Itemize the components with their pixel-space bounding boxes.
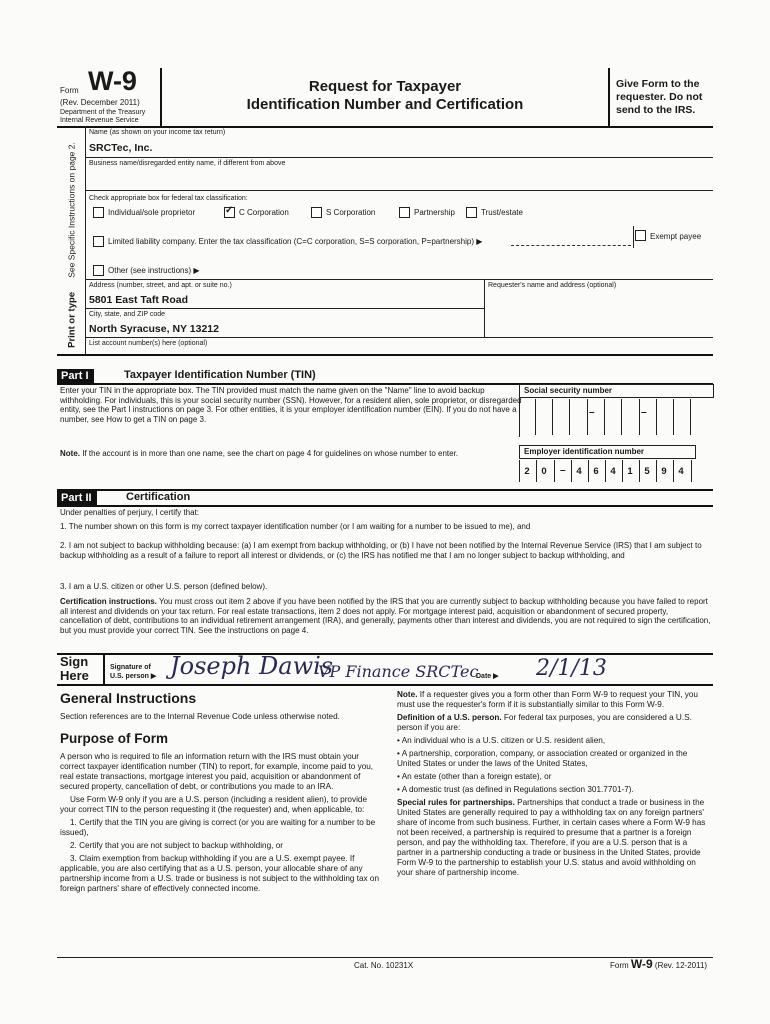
revision-date: (Rev. December 2011) (60, 98, 140, 107)
note-bold: Note. (60, 449, 80, 458)
special-rules (397, 798, 711, 878)
purpose-p2: Use Form W-9 only if you are a U.S. person (including a resident alien), to provide your correct TIN to the person requesting it (the requester) and, when applicable, to: (60, 795, 368, 814)
partnership-label: Partnership (414, 208, 455, 217)
cat-number: Cat. No. 10231X (354, 961, 414, 970)
rule (484, 279, 485, 337)
exempt-payee-label: Exempt payee (650, 232, 702, 241)
s-corporation-checkbox[interactable] (311, 207, 322, 218)
partnership-checkbox[interactable] (399, 207, 410, 218)
purpose-p3: 1. Certify that the TIN you are giving is correct (or you are waiting for a number to be issued), (60, 818, 376, 837)
print-or-type-label: Print or type (66, 291, 78, 348)
business-name-label: Business name/disregarded entity name, if different from above (89, 160, 286, 167)
ssn-digit-box (656, 399, 674, 435)
rule (57, 957, 713, 958)
definition-bold: Definition of a U.S. person. (397, 713, 502, 722)
bullet-1: • An individual who is a U.S. citizen or U.S. resident alien, (397, 736, 606, 745)
other-checkbox[interactable] (93, 265, 104, 276)
ein-digit: 2 (524, 466, 530, 477)
purpose-p1: A person who is required to file an information return with the IRS must obtain your correct taxpayer identification number (TIN) to report, for example, income paid to you, real estate transactions, mortgage interest you paid, acquisition or abandonment of secured property, cancellation of debt, or contributions you made to an IRA. (60, 752, 374, 791)
note-text: If the account is in more than one name, see the chart on page 4 for guidelines on whose number to enter. (80, 449, 459, 458)
ssn-digit-box (569, 399, 588, 435)
header-bottom-rule (57, 126, 713, 128)
handwritten-title: VP Finance SRCTec (318, 662, 479, 681)
sign-word: Sign (60, 654, 89, 669)
address-label: Address (number, street, and apt. or suite no.) (89, 282, 232, 289)
purpose-heading: Purpose of Form (60, 731, 169, 746)
ssn-dash: – (641, 407, 647, 418)
definition (397, 713, 711, 733)
s-corporation-label: S Corporation (326, 208, 376, 217)
department: Department of the Treasury (60, 109, 146, 116)
c-corporation-checkbox[interactable] (224, 207, 235, 218)
signature-label-1: Signature of (110, 664, 151, 671)
ssn-digit-box (690, 399, 708, 435)
ssn-digit-box (535, 399, 553, 435)
account-label: List account number(s) here (optional) (89, 340, 208, 347)
ein-digit: 9 (661, 466, 667, 477)
ein-digit: 6 (593, 466, 599, 477)
signature-field[interactable]: Joseph Dawis (170, 652, 334, 680)
llc-entry-line[interactable] (511, 245, 631, 246)
footer-form-label (610, 957, 708, 971)
name-field[interactable]: SRCTec, Inc. (89, 142, 153, 154)
right-note-bold: Note. (397, 690, 418, 699)
ein-digit: 1 (627, 466, 633, 477)
rule (57, 505, 713, 507)
bullet-3: • An estate (other than a foreign estate), or (397, 772, 552, 781)
requester-label: Requester's name and address (optional) (488, 282, 617, 289)
title-line2: Identification Number and Certification (246, 96, 524, 113)
special-rules-bold: Special rules for partnerships. (397, 798, 515, 807)
side-label-rule (85, 126, 86, 354)
part1-title: Taxpayer Identification Number (TIN) (124, 369, 316, 381)
purpose-p5: 3. Claim exemption from backup withholding if you are a U.S. exempt payee. If applicable, you are also certifying that as a U.S. person, your allocable share of any partnership income from a U.S. trade or business is not subject to the withholding tax on foreign partners' share of effectively connected income. (60, 854, 380, 893)
exempt-payee-checkbox[interactable] (635, 230, 646, 241)
ein-header (519, 445, 696, 459)
part1-instructions: Enter your TIN in the appropriate box. The TIN provided must match the name given on the "Name" line to avoid backup withholding. For individuals, this is your social security number (SSN). However, for a resident alien, sole proprietor, or disregarded entity, see the Part I instructions on page 3. For other entities, it is your employer identification number (EIN). If you do not have a number, see How to get a TIN on page 3. (60, 386, 522, 424)
gen-text: Section references are to the Internal Revenue Code unless otherwise noted. (60, 712, 340, 721)
ein-digit: 5 (644, 466, 650, 477)
name-label: Name (as shown on your income tax return) (89, 129, 226, 136)
bullet-2: • A partnership, corporation, company, or association created or organized in the United States or under the laws of the United States, (397, 749, 688, 768)
address-field[interactable]: 5801 East Taft Road (89, 294, 189, 306)
ssn-digit-box (621, 399, 640, 435)
ein-dash: – (560, 465, 566, 476)
individual-label: Individual/sole proprietor (108, 208, 196, 217)
footer-form-number: W-9 (630, 957, 653, 971)
footer-rev: (Rev. 12-2011) (654, 961, 708, 970)
date-label: Date ▶ (476, 673, 499, 680)
right-column (397, 690, 711, 881)
side-instructions-label (67, 142, 78, 348)
definition-text: For federal tax purposes, you are considered a U.S. person if you are: (397, 713, 692, 732)
trust-estate-checkbox[interactable] (466, 207, 477, 218)
rule (57, 354, 713, 356)
ein-digit: 4 (678, 466, 684, 477)
cert-item2: 2. I am not subject to backup withholding because: (a) I am exempt from backup withholding, or (b) I have not been notified by the Internal Revenue Service (IRS) that I am subject to backup withholding as a result of a failure to report all interest or dividends, or (c) the IRS has notified me that I am no longer subject to backup withholding, and (60, 541, 702, 560)
left-column (60, 712, 380, 897)
cert-intro: Under penalties of perjury, I certify that: (60, 508, 200, 517)
cert-item1: 1. The number shown on this form is my correct taxpayer identification number (or I am waiting for a number to be issued to me), and (60, 522, 531, 531)
ssn-boxes[interactable] (519, 397, 713, 437)
part1-label: Part I (57, 369, 94, 383)
llc-label: Limited liability company. Enter the tax classification (C=C corporation, S=S corporation, P=partnership) ▶ (108, 237, 483, 246)
purpose-p4: 2. Certify that you are not subject to backup withholding, or (70, 841, 283, 850)
ssn-header (519, 384, 714, 398)
ssn-dash: – (589, 407, 595, 418)
special-rules-text: Partnerships that conduct a trade or business in the United States are generally required to pay a withholding tax on any foreign partners' share of income from such business. Further, in certain cases where a Form W-9 has not been received, a partnership is required to presume that a partner is a foreign person, and pay the withholding tax. Therefore, if you are a U.S. person that is a partner in a partnership conducting a trade or business in the United States, provide Form W-9 to the partnership to establish your U.S. status and avoid withholding on your share of partnership income. (397, 798, 706, 877)
ssn-digit-box (604, 399, 622, 435)
ein-digit: 4 (610, 466, 616, 477)
rule (85, 190, 713, 191)
title-line1: Request for Taxpayer (308, 78, 462, 95)
part2-title: Certification (126, 491, 191, 503)
rule (85, 279, 713, 280)
part2-label: Part II (57, 491, 97, 505)
cert-instructions (60, 597, 712, 635)
footer-form-word: Form (610, 961, 629, 970)
rule (103, 653, 105, 684)
right-note (397, 690, 711, 710)
rule (85, 157, 713, 158)
irs-service: Internal Revenue Service (60, 117, 139, 124)
part1-note (60, 449, 460, 459)
signature-label-2: U.S. person ▶ (110, 673, 157, 680)
rule (57, 653, 713, 655)
llc-checkbox[interactable] (93, 236, 104, 247)
general-instructions-heading: General Instructions (60, 690, 197, 706)
header-divider-right (608, 68, 610, 126)
rule (85, 337, 713, 338)
trust-estate-label: Trust/estate (481, 208, 523, 217)
ein-boxes[interactable] (519, 460, 695, 482)
ssn-digit-box (673, 399, 691, 435)
ssn-label: Social security number (524, 386, 613, 395)
other-label: Other (see instructions) ▶ (108, 266, 200, 275)
city-label: City, state, and ZIP code (89, 311, 166, 318)
date-field[interactable]: 2/1/13 (536, 656, 607, 681)
cert-instructions-bold: Certification instructions. (60, 597, 157, 606)
rule (85, 308, 484, 309)
individual-checkbox[interactable] (93, 207, 104, 218)
city-field[interactable]: North Syracuse, NY 13212 (89, 323, 219, 335)
ein-label: Employer identification number (524, 447, 645, 456)
ein-digit: 4 (576, 466, 582, 477)
give-form-note: Give Form to the requester. Do not send to the IRS. (616, 78, 703, 116)
cert-item3: 3. I am a U.S. citizen or other U.S. person (defined below). (60, 582, 268, 591)
ein-digit: 0 (541, 466, 547, 477)
c-corporation-label: C Corporation (239, 208, 289, 217)
ssn-digit-box (552, 399, 570, 435)
here-word: Here (60, 668, 89, 683)
form-number: W-9 (88, 66, 137, 96)
bullet-4: • A domestic trust (as defined in Regulations section 301.7701-7). (397, 785, 634, 794)
form-word: Form (60, 86, 79, 95)
header-divider-left (160, 68, 162, 126)
checkmark-icon: ✓ (225, 205, 234, 216)
classification-label: Check appropriate box for federal tax classification: (89, 195, 248, 202)
right-note-text: If a requester gives you a form other than Form W-9 to request your TIN, you must use the requester's form if it is substantially similar to this Form W-9. (397, 690, 698, 709)
rule (57, 684, 713, 686)
rule (633, 226, 634, 248)
see-specific-label: See Specific Instructions on page 2. (66, 142, 77, 278)
cert-instructions-text: You must cross out item 2 above if you have been notified by the IRS that you are currently subject to backup withholding because you have failed to report all interest and dividends on your tax return. For real estate transactions, item 2 does not apply. For mortgage interest paid, acquisition or abandonment of secured property, cancellation of debt, contributions to an individual retirement arrangement (IRA), and generally, payments other than interest and dividends, you are not required to sign the certification, but you must provide your correct TIN. See the instructions on page 4. (60, 597, 711, 635)
